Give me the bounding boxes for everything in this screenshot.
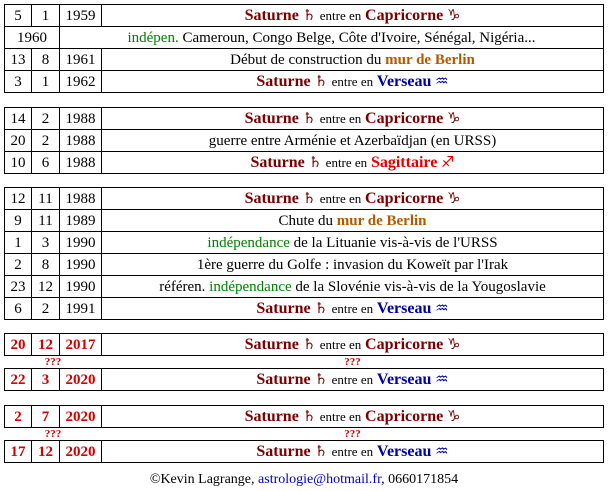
capricorne-label: Capricorne <box>365 110 444 127</box>
capricorne-label: Capricorne <box>365 336 444 353</box>
berlin-wall-label: mur de Berlin <box>385 51 475 68</box>
saturne-label: Saturne <box>256 443 311 460</box>
month-cell: 8 <box>32 49 60 71</box>
copyright-text: ©Kevin Lagrange, <box>149 472 255 487</box>
month-cell: 3 <box>32 369 60 391</box>
saturn-icon: ♄ <box>314 442 328 460</box>
capricorn-icon: ♑ <box>446 407 461 425</box>
independence-label: indépendance <box>209 278 292 295</box>
event-cell <box>102 188 604 210</box>
table-row <box>5 369 604 391</box>
day-cell: 13 <box>5 49 32 71</box>
event-cell <box>102 71 604 93</box>
capricorn-icon: ♑ <box>446 189 461 207</box>
saturne-label: Saturne <box>256 371 311 388</box>
saturne-label: Saturne <box>244 190 299 207</box>
day-cell: 20 <box>5 334 32 356</box>
month-cell: 2 <box>32 130 60 152</box>
month-cell: 2 <box>32 108 60 130</box>
saturne-label: Saturne <box>244 7 299 24</box>
year-cell: 2020 <box>60 406 102 428</box>
capricorn-icon: ♑ <box>446 6 461 24</box>
year-cell: 1988 <box>60 152 102 174</box>
month-cell: 12 <box>32 276 60 298</box>
day-cell: 23 <box>5 276 32 298</box>
saturn-icon: ♄ <box>302 109 316 127</box>
entre-en-text: entre en <box>331 372 374 387</box>
entre-en-text: entre en <box>319 191 362 206</box>
saturn-icon: ♄ <box>308 153 322 171</box>
event-cell: guerre entre Arménie et Azerbaïdjan (en URSS) <box>102 130 604 152</box>
table-row <box>5 188 604 210</box>
month-cell: 2 <box>32 298 60 320</box>
year-cell: 1960 <box>5 27 60 49</box>
year-cell: 1989 <box>60 210 102 232</box>
capricorne-label: Capricorne <box>365 190 444 207</box>
year-cell: 1988 <box>60 188 102 210</box>
month-cell: 11 <box>32 210 60 232</box>
event-cell <box>102 49 604 71</box>
event-cell <box>102 152 604 174</box>
day-cell: 2 <box>5 254 32 276</box>
event-cell <box>102 369 604 391</box>
year-cell: 2017 <box>60 334 102 356</box>
year-cell: 1990 <box>60 232 102 254</box>
event-cell <box>102 334 604 356</box>
event-cell <box>102 276 604 298</box>
table-row <box>5 406 604 428</box>
table-row <box>5 152 604 174</box>
year-cell: 2020 <box>60 441 102 463</box>
period-2017-2020-table <box>4 333 604 391</box>
period-2020-table <box>4 405 604 463</box>
event-text: de la Slovénie vis-à-vis de la Yougoslavie <box>295 278 546 295</box>
entre-en-text: entre en <box>319 409 362 424</box>
event-cell <box>102 441 604 463</box>
saturne-label: Saturne <box>250 154 305 171</box>
year-cell: 1959 <box>60 5 102 27</box>
saturn-icon: ♄ <box>302 189 316 207</box>
period-1988-1991-table <box>4 187 604 320</box>
saturn-icon: ♄ <box>302 407 316 425</box>
independence-label: indépendance <box>207 234 290 251</box>
unknown-marker: ??? <box>344 356 361 368</box>
saturne-label: Saturne <box>256 73 311 90</box>
event-cell <box>102 108 604 130</box>
event-cell <box>102 210 604 232</box>
saturn-icon: ♄ <box>302 6 316 24</box>
month-cell: 1 <box>32 5 60 27</box>
aquarius-icon: ♒ <box>435 72 449 90</box>
day-cell: 14 <box>5 108 32 130</box>
saturne-label: Saturne <box>244 110 299 127</box>
entre-en-text: entre en <box>319 8 362 23</box>
day-cell: 20 <box>5 130 32 152</box>
saturn-icon: ♄ <box>302 335 316 353</box>
copyright-footer <box>0 471 608 489</box>
table-row <box>5 108 604 130</box>
unknown-marker: ??? <box>44 428 62 440</box>
email-link[interactable]: astrologie@hotmail.fr <box>258 472 382 487</box>
event-text: Début de construction du <box>230 51 382 68</box>
day-cell: 5 <box>5 5 32 27</box>
saturne-label: Saturne <box>244 336 299 353</box>
month-cell: 12 <box>32 334 60 356</box>
table-row <box>5 210 604 232</box>
saturn-icon: ♄ <box>314 72 328 90</box>
capricorn-icon: ♑ <box>446 335 461 353</box>
event-text: Cameroun, Congo Belge, Côte d'Ivoire, Sénégal, Nigéria... <box>182 29 536 46</box>
table-row <box>5 334 604 356</box>
event-cell <box>102 5 604 27</box>
event-text: Chute du <box>278 212 334 229</box>
table-row <box>5 49 604 71</box>
table-row <box>5 27 604 49</box>
aquarius-icon: ♒ <box>435 370 449 388</box>
day-cell: 1 <box>5 232 32 254</box>
month-cell: 12 <box>32 441 60 463</box>
event-cell <box>102 232 604 254</box>
aquarius-icon: ♒ <box>435 299 449 317</box>
year-cell: 1961 <box>60 49 102 71</box>
period-1988-table <box>4 107 604 174</box>
table-row <box>5 254 604 276</box>
month-cell: 8 <box>32 254 60 276</box>
month-cell: 3 <box>32 232 60 254</box>
verseau-label: Verseau <box>376 371 432 388</box>
day-cell: 12 <box>5 188 32 210</box>
table-row <box>5 298 604 320</box>
day-cell: 6 <box>5 298 32 320</box>
unknown-marker: ??? <box>44 356 62 368</box>
table-row <box>5 441 604 463</box>
table-row <box>5 232 604 254</box>
verseau-label: Verseau <box>376 73 432 90</box>
unknown-marker: ??? <box>344 428 361 440</box>
aquarius-icon: ♒ <box>435 442 449 460</box>
event-cell <box>102 298 604 320</box>
referendum-text: référen. <box>159 278 206 295</box>
entre-en-text: entre en <box>331 74 374 89</box>
day-cell: 17 <box>5 441 32 463</box>
year-cell: 1991 <box>60 298 102 320</box>
entre-en-text: entre en <box>319 111 362 126</box>
day-cell: 22 <box>5 369 32 391</box>
month-cell: 11 <box>32 188 60 210</box>
sagittarius-icon: ♐ <box>441 153 455 171</box>
period-1959-table <box>4 4 604 93</box>
table-row <box>5 356 604 369</box>
table-row <box>5 5 604 27</box>
sagittaire-label: Sagittaire <box>370 154 438 171</box>
berlin-wall-label: mur de Berlin <box>336 212 427 229</box>
verseau-label: Verseau <box>376 300 432 317</box>
day-cell: 9 <box>5 210 32 232</box>
capricorne-label: Capricorne <box>365 7 444 24</box>
year-cell: 1990 <box>60 276 102 298</box>
day-cell: 3 <box>5 71 32 93</box>
entre-en-text: entre en <box>331 301 374 316</box>
year-cell: 1962 <box>60 71 102 93</box>
month-cell: 6 <box>32 152 60 174</box>
day-cell: 2 <box>5 406 32 428</box>
entre-en-text: entre en <box>319 337 362 352</box>
saturn-icon: ♄ <box>314 370 328 388</box>
event-cell: 1ère guerre du Golfe : invasion du Koweït par l'Irak <box>102 254 604 276</box>
event-cell <box>102 406 604 428</box>
table-row <box>5 428 604 441</box>
event-cell <box>60 27 604 49</box>
saturn-icon: ♄ <box>314 299 328 317</box>
capricorn-icon: ♑ <box>446 109 461 127</box>
month-cell: 1 <box>32 71 60 93</box>
table-row <box>5 130 604 152</box>
independence-label: indépen. <box>127 29 179 46</box>
phone-text: , 0660171854 <box>381 472 459 487</box>
entre-en-text: entre en <box>331 444 374 459</box>
saturne-label: Saturne <box>244 408 299 425</box>
capricorne-label: Capricorne <box>365 408 444 425</box>
event-text: de la Lituanie vis-à-vis de l'URSS <box>293 234 498 251</box>
year-cell: 1988 <box>60 108 102 130</box>
month-cell: 7 <box>32 406 60 428</box>
year-cell: 2020 <box>60 369 102 391</box>
day-cell: 10 <box>5 152 32 174</box>
verseau-label: Verseau <box>376 443 432 460</box>
table-row <box>5 276 604 298</box>
entre-en-text: entre en <box>325 155 368 170</box>
table-row <box>5 71 604 93</box>
year-cell: 1988 <box>60 130 102 152</box>
year-cell: 1990 <box>60 254 102 276</box>
saturne-label: Saturne <box>256 300 311 317</box>
